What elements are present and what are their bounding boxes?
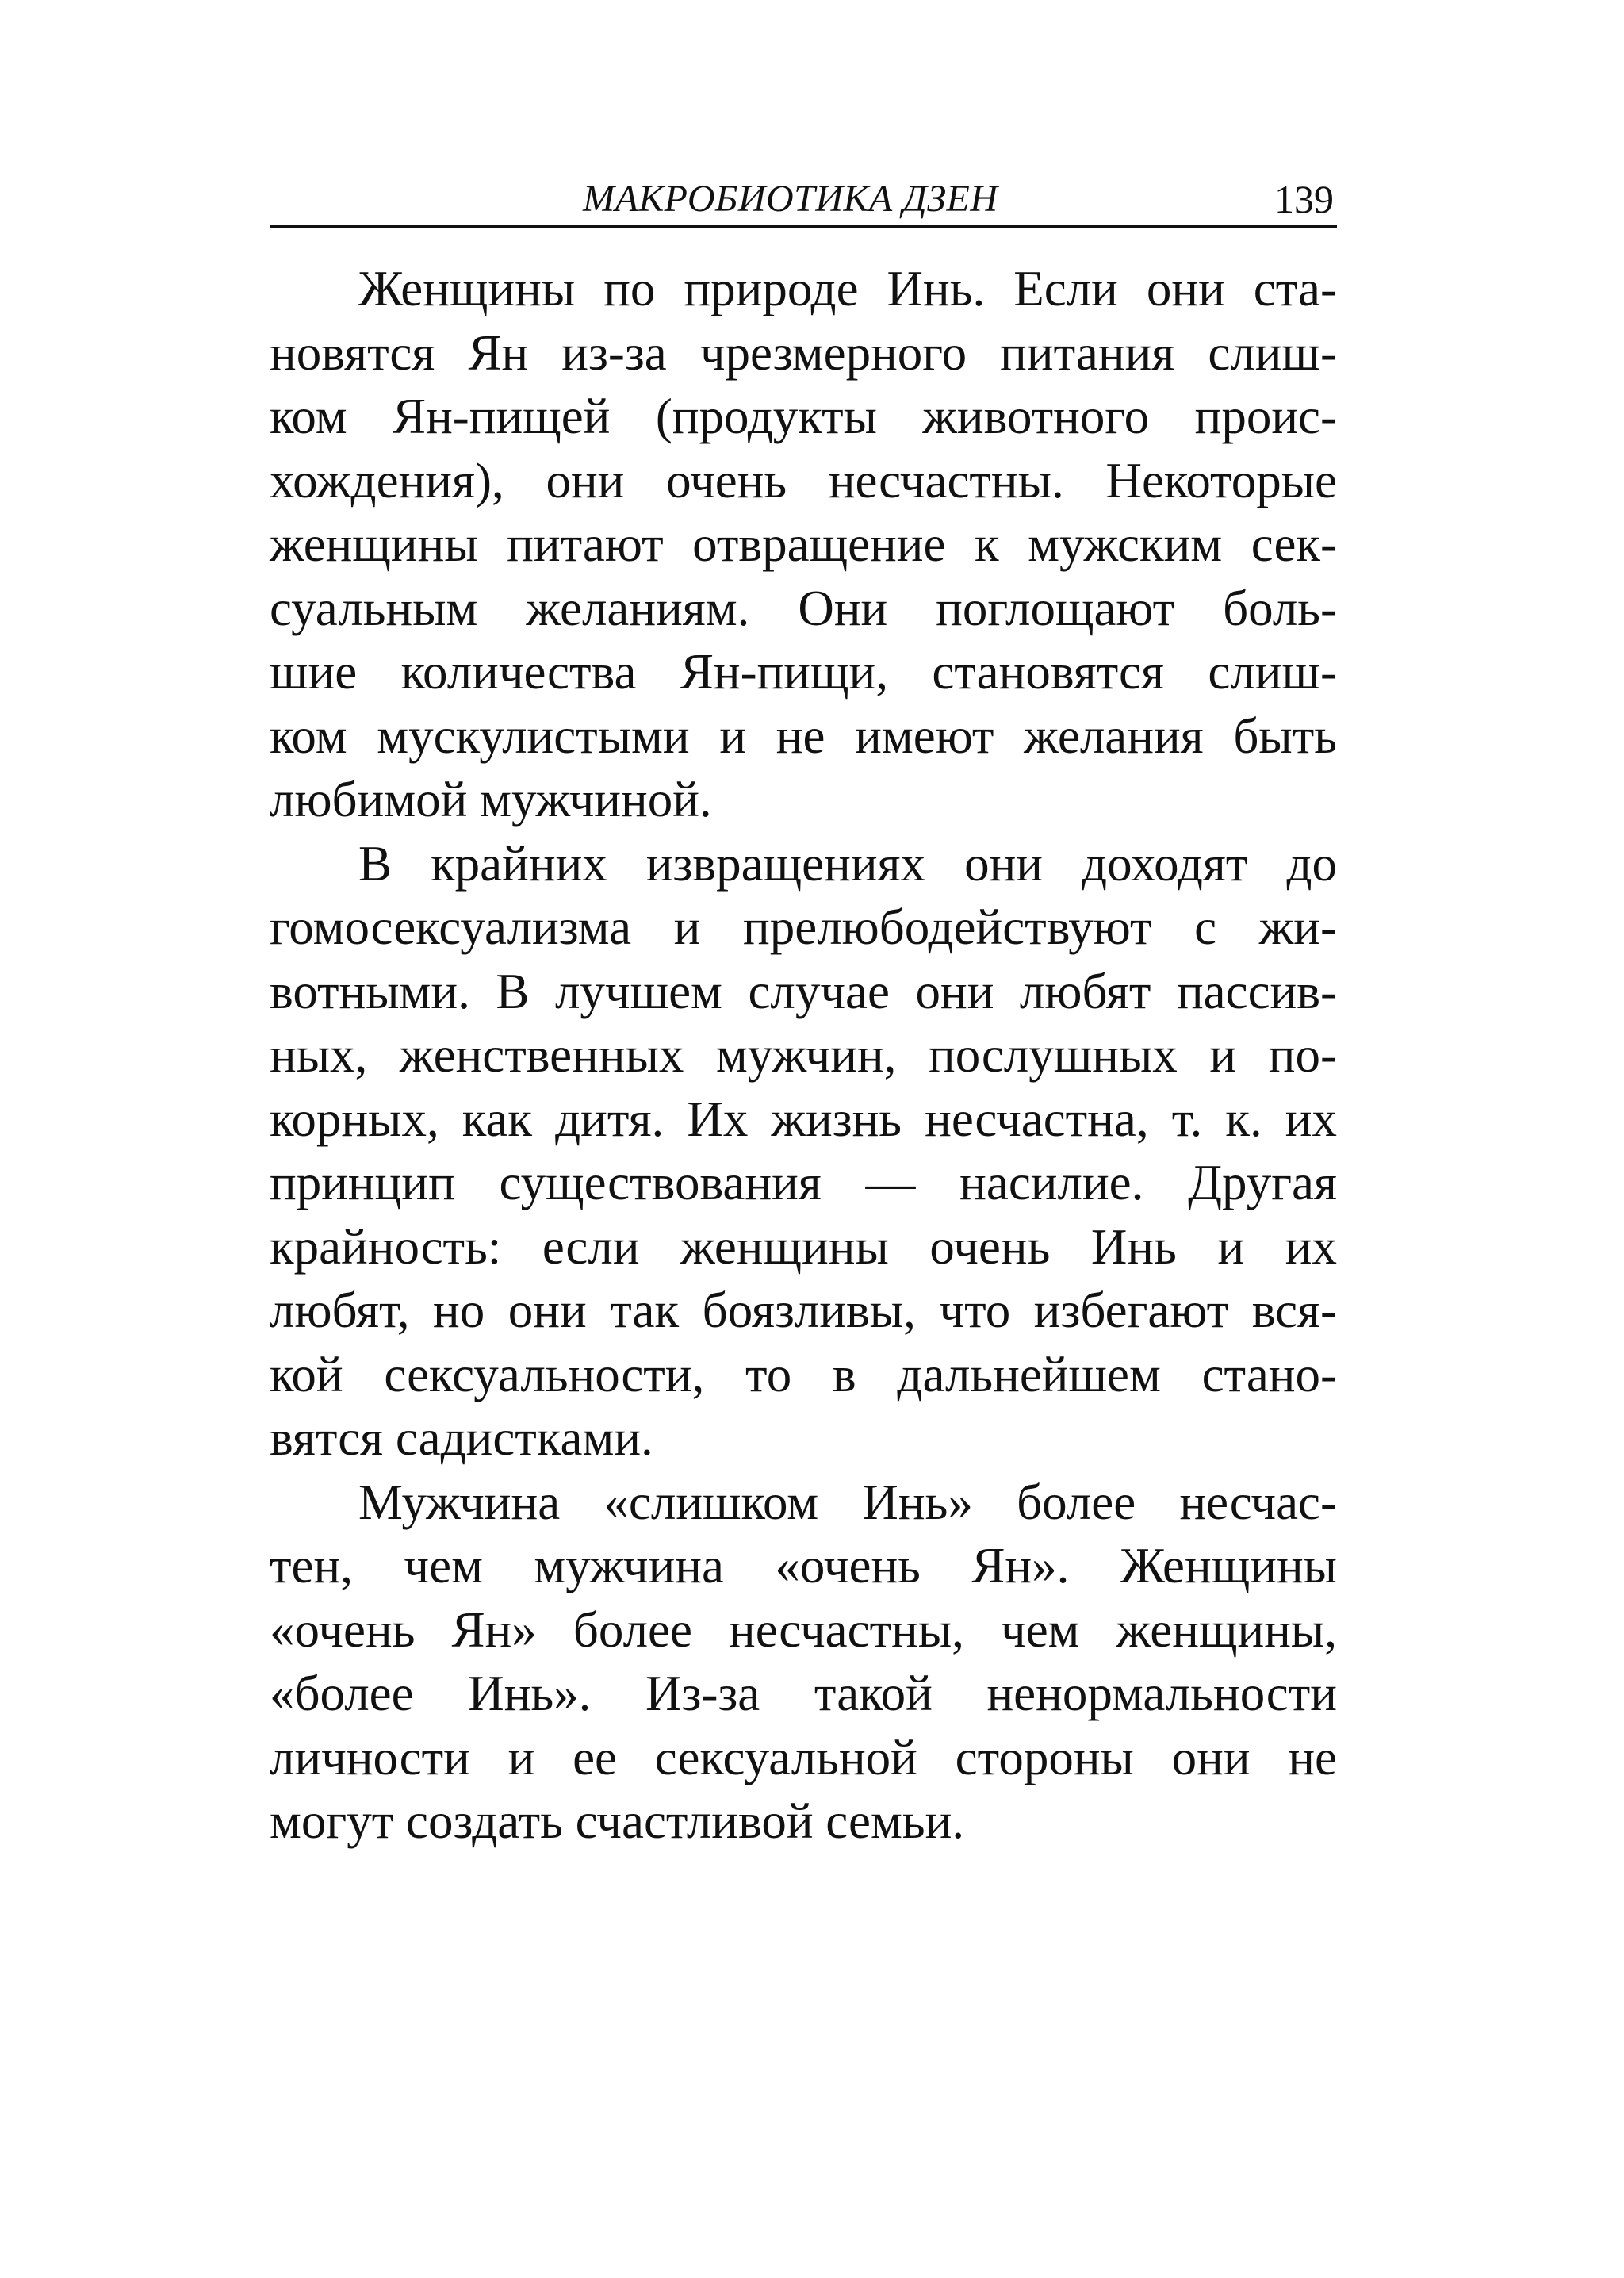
- paragraph-2: [270, 832, 1337, 1471]
- text-line: хождения), они очень несчастны. Некоторые: [270, 452, 1337, 508]
- text-line: принцип существования — насилие. Другая: [270, 1155, 1337, 1210]
- text-line: кой сексуальности, то в дальнейшем стано-: [270, 1346, 1337, 1402]
- text-line: любят, но они так боязливы, что избегают вся-: [270, 1283, 1337, 1338]
- paragraph-1: [270, 257, 1337, 832]
- text-line: ком Ян-пищей (продукты животного проис-: [270, 389, 1337, 444]
- text-line: «очень Ян» более несчастны, чем женщины,: [270, 1601, 1337, 1658]
- text-line: шие количества Ян-пищи, становятся слиш-: [270, 644, 1337, 700]
- page-number: 139: [1274, 177, 1334, 221]
- text-line: ных, женственных мужчин, послушных и по-: [270, 1027, 1337, 1083]
- text-line: могут создать счастливой семьи.: [270, 1793, 965, 1849]
- text-line: корных, как дитя. Их жизнь несчастна, т. к. их: [270, 1091, 1337, 1147]
- paragraph-3: [270, 1471, 1337, 1854]
- text-line: гомосексуализма и прелюбодействуют с жи-: [270, 899, 1337, 955]
- text-line: любимой мужчиной.: [270, 772, 712, 827]
- text-line: В крайних извращениях они доходят до: [358, 835, 1337, 892]
- running-header: [270, 173, 1337, 228]
- text-line: личности и ее сексуальной стороны они не: [270, 1729, 1337, 1785]
- text-line: Женщины по природе Инь. Если они ста-: [358, 261, 1337, 316]
- text-line: «более Инь». Из-за такой ненормальности: [270, 1666, 1337, 1721]
- body-text: [270, 257, 1337, 1854]
- running-title: МАКРОБИОТИКА ДЗЕН: [583, 178, 998, 220]
- text-line: тен, чем мужчина «очень Ян». Женщины: [270, 1538, 1337, 1593]
- text-line: крайность: если женщины очень Инь и их: [270, 1218, 1337, 1275]
- text-line: ком мускулистыми и не имеют желания быть: [270, 708, 1337, 764]
- text-line: женщины питают отвращение к мужским сек-: [270, 516, 1337, 572]
- text-line: суальным желаниям. Они поглощают боль-: [270, 580, 1337, 636]
- text-line: Мужчина «слишком Инь» более несчас-: [358, 1474, 1337, 1530]
- text-line: вотными. В лучшем случае они любят пассив-: [270, 963, 1337, 1019]
- text-line: новятся Ян из-за чрезмерного питания слиш-: [270, 324, 1337, 381]
- text-line: вятся садистками.: [270, 1410, 653, 1466]
